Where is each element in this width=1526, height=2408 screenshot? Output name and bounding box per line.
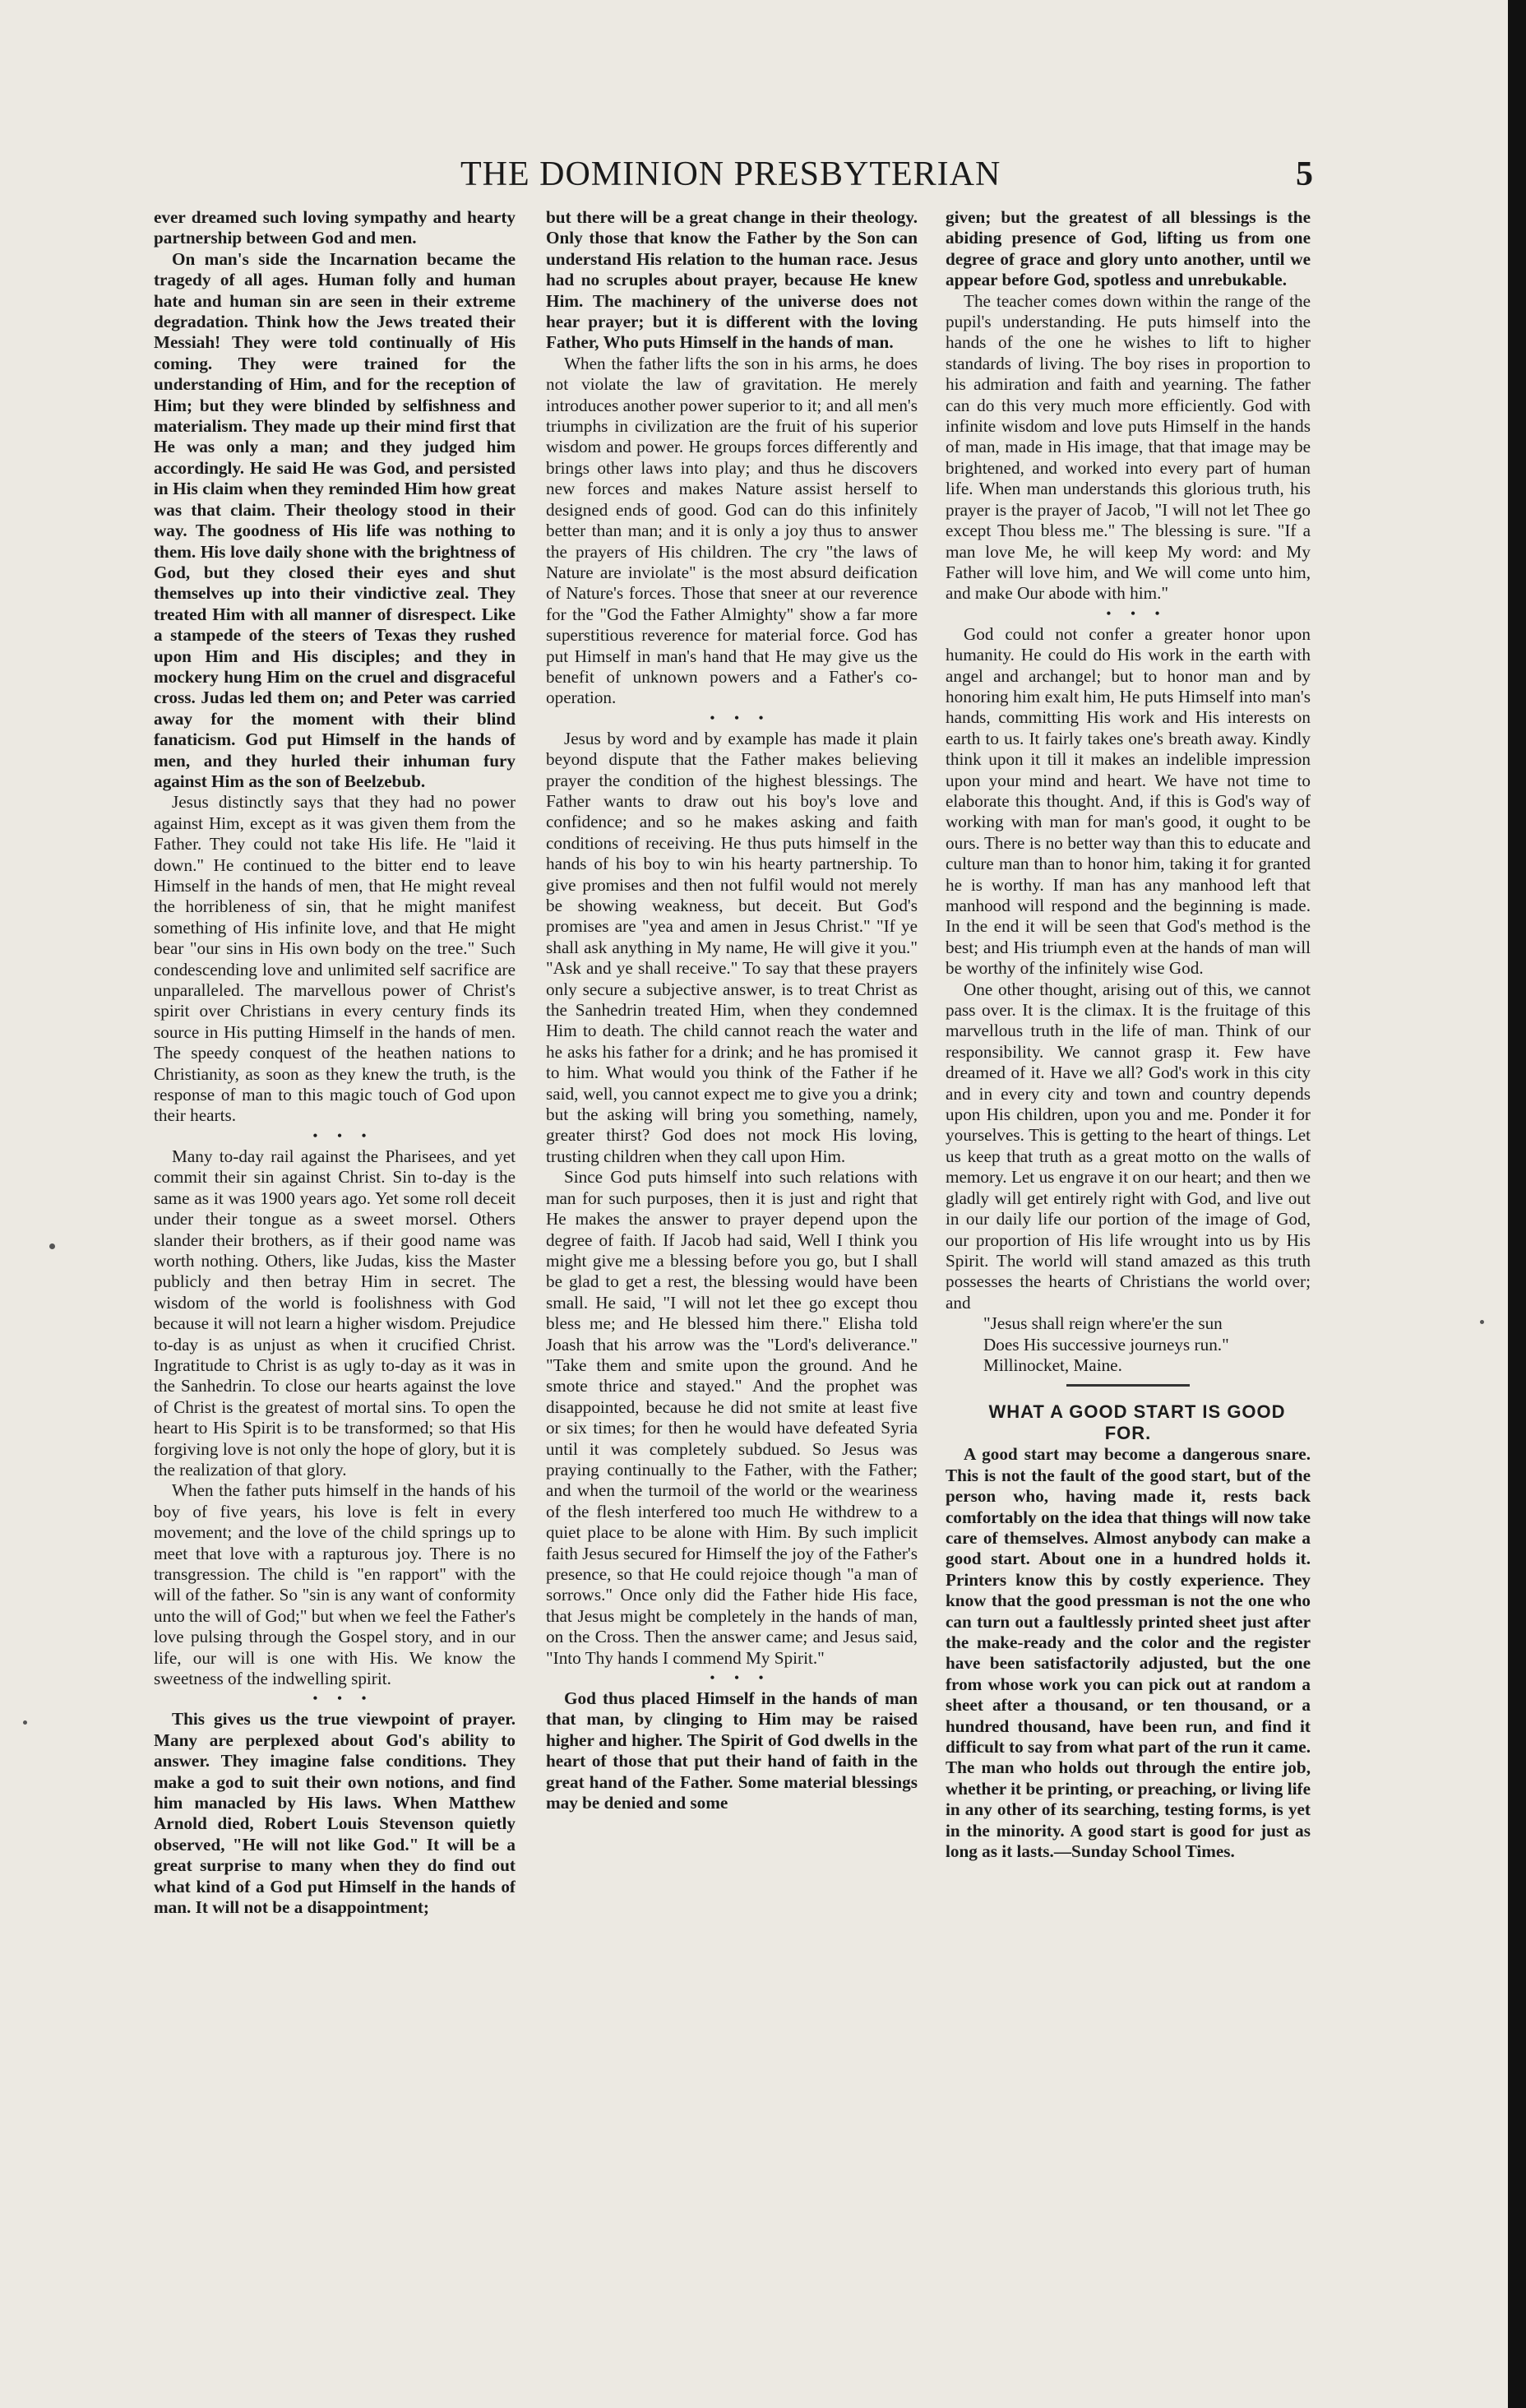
paragraph: On man's side the Incarnation became the tragedy of all ages. Human folly and human hate and human sin are seen in their extreme degradation. Think how the Jews treated their Messiah! They were told continually of His coming. They were trained for the understanding of Him, and for the reception of Him; but they were blinded by selfishness and materialism. They made up their mind first that He was only a man; and they judged him accordingly. He said He was God, and persisted in His claim when they reminded Him how great was that claim. Their theology stood in their way. The goodness of His life was nothing to them. His love daily shone with the brightness of God, but they closed their eyes and shut themselves up into their vindictive zeal. They treated Him with all manner of disrespect. Like a stampede of the steers of Texas they rushed upon Him and His disciples; and they in mockery hung Him on the cruel and disgraceful cross. Judas led them on; and Peter was carried away for the moment with their blind fanaticism. God put Himself in the hands of men, and they hurled their inhuman fury against Him as the son of Beelzebub.	[154, 248, 516, 791]
section-separator: • • •	[1106, 606, 1168, 621]
column-3	[946, 207, 1311, 2263]
paragraph: Jesus distinctly says that they had no power against Him, except as it was given them from the Father. They could not take His life. He "laid it down." He continued to the bitter end to leave Himself in the hands of men, that He might reveal the horribleness of sin, that he might manifest something of His infinite love, and that He might bear "our sins in His own body on the tree." Such condescending love and unlimited self sacrifice are unparalleled. The marvellous power of Christ's spirit over Christians in every century finds its source in His putting Himself in the hands of men. The speedy conquest of the heathen nations to Christianity, as soon as they knew the truth, is the response of man to this magic touch of God upon their hearts.	[154, 792, 516, 1126]
paragraph: One other thought, arising out of this, we cannot pass over. It is the climax. It is the fruitage of this marvellous truth in the life of man. Think of our responsibility. We cannot grasp it. Few have dreamed of it. Have we all? God's work in this city and in every city and town and country depends upon His children, upon you and me. Ponder it for yourselves. This is getting to the heart of things. Let us keep that truth as a great motto on the walls of memory. Let us engrave it on our heart; and then we gladly will get entirely right with God, and live out in our daily life our portion of the image of God, our proportion of His life wrought into us by His Spirit. The world will stand amazed as this truth possesses the hearts of Christians the world over; and	[946, 979, 1311, 1313]
paragraph: When the father puts himself in the hands of his boy of five years, his love is felt in every movement; and the love of the child springs up to meet that love with a rapturous joy. There is no transgression. The child is "en rapport" with the will of the father. So "sin is any want of conformity unto the will of God;" but when we feel the Father's love pulsing through the Gospel story, and in our life, our will is one with His. We know the sweetness of the indwelling spirit.	[154, 1480, 516, 1689]
paragraph: A good start may become a dangerous snare. This is not the fault of the good start, but of the person who, having made it, rests back comfortably on the idea that things will now take care of themselves. Almost anybody can make a good start. About one in a hundred holds it. Printers know this by costly experience. They know that the good pressman is not the one who can turn out a faultlessly printed sheet just after the make-ready and the color and the register have been satisfactorily adjusted, but the one from whose work you can pick out at random a sheet after a thousand, or ten thousand, or a hundred thousand, have been run, and find it difficult to say from what part of the run it came. The man who holds out through the entire job, whether it be printing, or preaching, or living life in any other of its searching, testing forms, is yet in the minority. A good start is good for just as long as it lasts.—Sunday School Times.	[946, 1444, 1311, 1862]
paragraph: ever dreamed such loving sympathy and hearty partnership between God and men.	[154, 207, 516, 248]
paragraph: Since God puts himself into such relations with man for such purposes, then it is just and right that He makes the answer to prayer depend upon the degree of faith. If Jacob had said, Well I think you might give me a blessing before you go, but I shall be glad to get a rest, the blessing would have been small. He said, "I will not let thee go except thou bless me; and He blessed him there." Elisha told Joash that his arrow was the "Lord's deliverance." "Take them and smite upon the ground. And he smote thrice and stayed." And the prophet was disappointed, because he did not smite at least five or six times; for then he would have defeated Syria until it was completely subdued. So Jesus was praying continually to the Father, with the Father; and when the turmoil of the world or the weariness of the flesh interfered too much He withdrew to a quiet place to be alone with Him. By such implicit faith Jesus secured for Himself the joy of the Father's presence, so that He could rejoice though "a man of sorrows." Once only did the Father hide His face, that Jesus might be completely in the hands of man, on the Cross. Then the answer came; and Jesus said, "Into Thy hands I commend My Spirit."	[546, 1167, 918, 1668]
print-speck	[49, 1243, 55, 1249]
paragraph: but there will be a great change in their theology. Only those that know the Father by the Son can understand His relation to the human race. Jesus had no scruples about prayer, because He knew Him. The machinery of the universe does not hear prayer; but it is different with the loving Father, Who puts Himself in the hands of man.	[546, 207, 918, 353]
article-title: WHAT A GOOD START IS GOOD FOR.	[988, 1401, 1286, 1444]
paragraph: God could not confer a greater honor upon humanity. He could do His work in the earth with angel and archangel; but to honor man and by honoring him exalt him, He puts Himself into man's hands, committing His work and His interests on earth to us. It fairly takes one's breath away. Kindly think upon it till it makes an indelible impression upon your mind and heart. We have not time to elaborate this thought. And, if this is God's way of working with man for man's good, it ought to be ours. There is no better way than this to educate and culture man than to honor him, taking it for granted he is worthy. If man has any manhood left that manhood will respond and the beginning is made. In the end it will be seen that God's method is the best; and His triumph even at the hands of man will be worthy of the infinitely wise God.	[946, 623, 1311, 979]
section-separator: • • •	[710, 711, 772, 725]
paragraph: The teacher comes down within the range of the pupil's understanding. He puts himself into the hands of the one he wishes to lift to higher standards of living. The boy rises in proportion to his admiration and faith and yearning. The father can do this very much more efficiently. God with infinite wisdom and love puts Himself in the hands of man, made in His image, that that image may be brightened, and worked into every part of human life. When man understands this glorious truth, his prayer is the prayer of Jacob, "I will not let Thee go except Thou bless me." The blessing is sure. "If a man love Me, he will keep My word: and My Father will love him, and We will come unto him, and make Our abode with him."	[946, 290, 1311, 604]
print-speck	[1480, 1320, 1484, 1324]
page-header-title: THE DOMINION PRESBYTERIAN	[460, 155, 1001, 193]
paragraph: Jesus by word and by example has made it plain beyond dispute that the Father makes believing prayer the condition of the highest blessings. The Father wants to draw out his boy's love and confidence; and so he makes asking and faith conditions of receiving. He thus puts himself in the hands of his boy to win his hearty partnership. To give promises and then not fulfil would not merely be showing weakness, but deceit. But God's promises are "yea and amen in Jesus Christ." "If ye shall ask anything in My name, He will give it you." "Ask and ye shall receive." To say that these prayers only secure a subjective answer, is to treat Christ as the Sanhedrin treated Him, when they condemned Him to death. The child cannot reach the water and he asks his father for a drink; and he has promised it to him. What would you think of the Father if he said, well, you cannot expect me to give you a drink; but the asking will bring you something, namely, greater thirst? God does not mock His loving, trusting children when they call upon Him.	[546, 728, 918, 1166]
scan-edge	[1508, 0, 1526, 2408]
print-speck	[23, 1720, 27, 1725]
paragraph: When the father lifts the son in his arms, he does not violate the law of gravitation. He merely introduces another power superior to it; and all men's triumphs in civilization are the fruit of his superior wisdom and power. He groups forces differently and brings other laws into play; and thus he discovers new forces and makes Nature assist herself to designed ends of good. God can do this infinitely better than man; and it is only a joy thus to answer the prayers of His children. The cry "the laws of Nature are inviolate" is the most absurd deification of Nature's forces. Those that sneer at our reverence for the "God the Father Almighty" show a far more superstitious reverence for material force. God has put Himself in man's hand that He may give us the benefit of unknown powers and a Father's co-operation.	[546, 353, 918, 708]
paragraph: given; but the greatest of all blessings is the abiding presence of God, lifting us from one degree of grace and glory unto another, until we appear before God, spotless and unrebukable.	[946, 207, 1311, 290]
column-2	[546, 207, 918, 2263]
column-1	[154, 207, 516, 2263]
paragraph: God thus placed Himself in the hands of man that man, by clinging to Him may be raised higher and higher. The Spirit of God dwells in the heart of those that put their hand of faith in the great hand of the Father. Some material blessings may be denied and some	[546, 1688, 918, 1813]
section-separator: • • •	[710, 1671, 772, 1686]
section-separator: • • •	[312, 1692, 375, 1706]
paragraph: Many to-day rail against the Pharisees, and yet commit their sin against Christ. Sin to-day is the same as it was 1900 years ago. Yet some roll deceit under their tongue as a sweet morsel. Others slander their brothers, as if their good name was worth nothing. Others, like Judas, kiss the Master publicly and then betray Him in secret. The wisdom of the world is foolishness with God because it will not learn a higher wisdom. Prejudice to-day is as unjust as when it crucified Christ. Ingratitude to Christ is as ugly to-day as it was in the Sanhedrin. To close our hearts against the love of Christ is the greatest of mortal sins. To open the heart to His Spirit is to be transformed; so that His forgiving love is not only the hope of glory, but it is the realization of that glory.	[154, 1146, 516, 1480]
article-divider	[1066, 1384, 1190, 1387]
paragraph: This gives us the true viewpoint of prayer. Many are perplexed about God's ability to answer. They imagine false conditions. They make a god to suit their own notions, and find him manacled by His laws. When Matthew Arnold died, Robert Louis Stevenson quietly observed, "He will not like God." It will be a great surprise to many when they do find out what kind of a God put Himself in the hands of man. It will not be a disappointment;	[154, 1709, 516, 1918]
verse-line: Does His successive journeys run."	[983, 1334, 1229, 1354]
page-number: 5	[1296, 155, 1313, 193]
signature: Millinocket, Maine.	[983, 1354, 1122, 1375]
section-separator: • • •	[312, 1128, 375, 1143]
verse-line: "Jesus shall reign where'er the sun	[983, 1313, 1223, 1334]
